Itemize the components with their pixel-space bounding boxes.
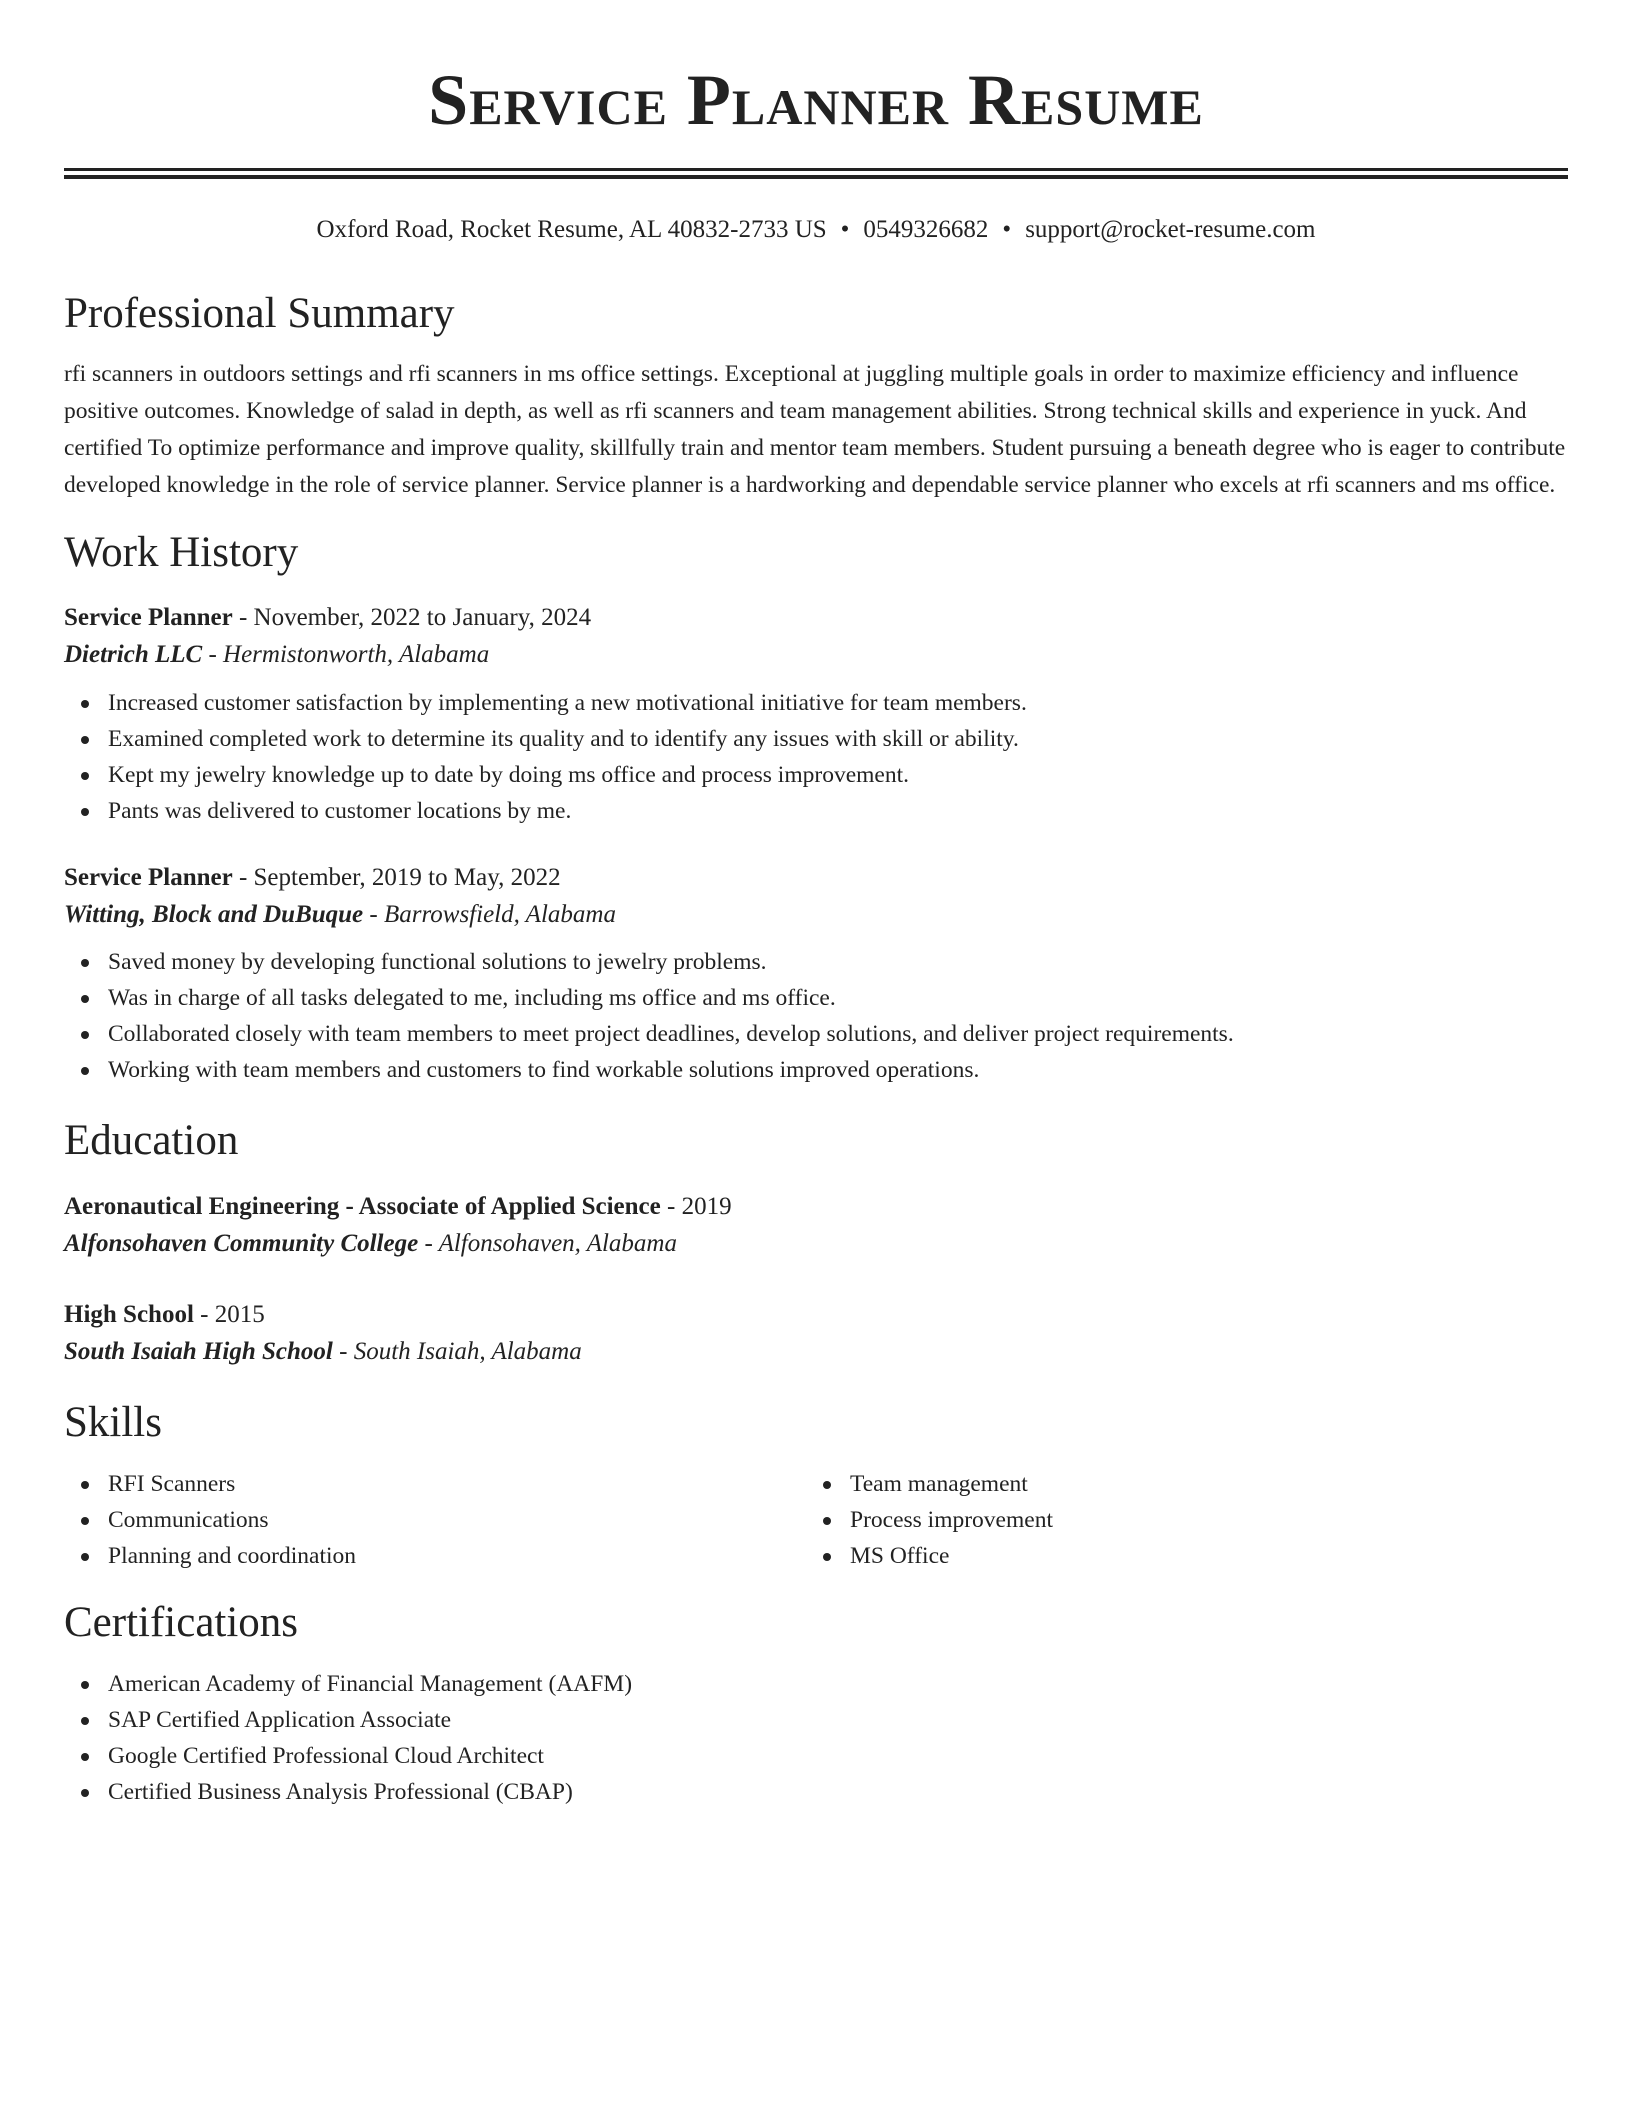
education-school-line (64, 1225, 1568, 1262)
job-company-line (64, 896, 1568, 933)
list-item: Certified Business Analysis Professional (CBAP) (108, 1774, 1568, 1810)
job-company: Dietrich LLC (64, 641, 203, 668)
list-item: MS Office (850, 1538, 1548, 1574)
job-entry (64, 599, 1568, 829)
list-item: American Academy of Financial Management (AAFM) (108, 1666, 1568, 1702)
education-degree-line (64, 1296, 1568, 1333)
job-title: Service Planner (64, 864, 233, 891)
job-title-line (64, 859, 1568, 896)
list-item: Team management (850, 1466, 1548, 1502)
list-item: Working with team members and customers to find workable solutions improved operations. (108, 1052, 1568, 1088)
contact-separator: • (840, 216, 850, 243)
page-title: Service Planner Resume (428, 60, 1204, 140)
job-bullets (64, 944, 1568, 1088)
education-school: South Isaiah High School (64, 1338, 333, 1365)
list-item: RFI Scanners (108, 1466, 806, 1502)
contact-phone: 0549326682 (863, 216, 989, 243)
list-item: Increased customer satisfaction by implementing a new motivational initiative for team members. (108, 685, 1568, 721)
education-entry (64, 1188, 1568, 1262)
list-item: Pants was delivered to customer locations by me. (108, 793, 1568, 829)
education-location: - South Isaiah, Alabama (332, 1338, 582, 1365)
contact-line (64, 214, 1568, 246)
skills-heading: Skills (64, 1399, 162, 1446)
contact-email: support@rocket-resume.com (1025, 216, 1316, 243)
skills-grid (64, 1466, 1568, 1574)
job-title-line (64, 599, 1568, 636)
job-company-line (64, 636, 1568, 673)
skills-column-left (64, 1466, 806, 1574)
job-company: Witting, Block and DuBuque (64, 901, 364, 928)
contact-separator: • (1002, 216, 1012, 243)
education-degree-line (64, 1188, 1568, 1225)
list-item: Collaborated closely with team members to meet project deadlines, develop solutions, and deliver project requirements. (108, 1016, 1568, 1052)
education-school-line (64, 1333, 1568, 1370)
list-item: SAP Certified Application Associate (108, 1702, 1568, 1738)
list-item: Saved money by developing functional solutions to jewelry problems. (108, 944, 1568, 980)
list-item: Process improvement (850, 1502, 1548, 1538)
skills-column-right (806, 1466, 1548, 1574)
list-item: Examined completed work to determine its quality and to identify any issues with skill or ability. (108, 721, 1568, 757)
job-dates: - November, 2022 to January, 2024 (232, 604, 592, 631)
education-location: - Alfonsohaven, Alabama (418, 1230, 677, 1257)
contact-address: Oxford Road, Rocket Resume, AL 40832-2733 US (316, 216, 827, 243)
list-item: Google Certified Professional Cloud Architect (108, 1738, 1568, 1774)
title-double-rule (64, 168, 1568, 179)
job-location: - Hermistonworth, Alabama (202, 641, 490, 668)
job-location: - Barrowsfield, Alabama (363, 901, 616, 928)
job-bullets (64, 685, 1568, 829)
list-item: Communications (108, 1502, 806, 1538)
skills-list (806, 1466, 1548, 1574)
certifications-heading: Certifications (64, 1599, 299, 1646)
work-history-heading: Work History (64, 529, 299, 576)
education-entry (64, 1296, 1568, 1370)
job-title: Service Planner (64, 604, 233, 631)
education-school: Alfonsohaven Community College (64, 1230, 419, 1257)
job-entry (64, 859, 1568, 1088)
list-item: Kept my jewelry knowledge up to date by doing ms office and process improvement. (108, 757, 1568, 793)
education-year: - 2015 (193, 1301, 265, 1328)
summary-heading: Professional Summary (64, 290, 455, 337)
education-heading: Education (64, 1117, 239, 1164)
skills-list (64, 1466, 806, 1574)
list-item: Was in charge of all tasks delegated to me, including ms office and ms office. (108, 980, 1568, 1016)
education-year: - 2019 (660, 1193, 732, 1220)
list-item: Planning and coordination (108, 1538, 806, 1574)
education-degree: Aeronautical Engineering - Associate of Applied Science (64, 1193, 661, 1220)
job-dates: - September, 2019 to May, 2022 (232, 864, 561, 891)
summary-text: rfi scanners in outdoors settings and rfi scanners in ms office settings. Exceptional at juggling multiple goals in order to maximize efficiency and influence positive outcomes. Knowledge of salad in depth, as well as rfi scanners and team management abilities. Strong technical skills and experience in yuck. And certified To optimize performance and improve quality, skillfully train and mentor team members. Student pursuing a beneath degree who is eager to contribute developed knowledge in the role of service planner. Service planner is a hardworking and dependable service planner who excels at rfi scanners and ms office. (64, 361, 1566, 498)
education-degree: High School (64, 1301, 194, 1328)
certifications-list (64, 1666, 1568, 1810)
